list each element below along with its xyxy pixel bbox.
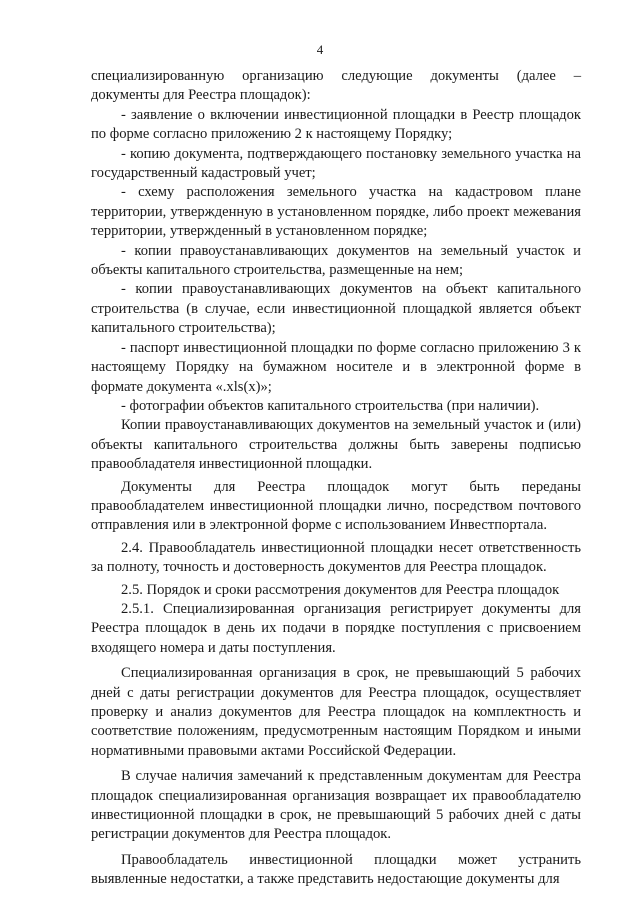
section-2-5-1: 2.5.1. Специализированная организация регистрирует документы для Реестра площадок в день их подачи в порядке поступления с присвоением входящего номера и даты поступления. [91, 600, 581, 656]
list-item-land-scheme: - схему расположения земельного участка на кадастровом плане территории, утвержденную в установленном порядке, либо проект межевания территории, утвержденный в установленном порядке; [91, 184, 581, 240]
paragraph-remarks: В случае наличия замечаний к представленным документам для Реестра площадок специализированная организация возвращает их правообладателю инвестиционной площадки в срок, не превышающий 5 рабочих дней с даты регистрации документов для Реестра площадок. [91, 768, 581, 843]
paragraph-submission: Документы для Реестра площадок могут быть переданы правообладателем инвестиционной площадки лично, посредством почтового отправления или в электронной форме с использованием Инвестпортала. [91, 478, 581, 534]
list-item-site-passport: - паспорт инвестиционной площадки по форме согласно приложению 3 к настоящему Порядку на бумажном носителе и в электронной форме в формате документа «.xls(x)»; [91, 339, 581, 395]
page-number: 4 [316, 42, 324, 57]
section-2-5-heading: 2.5. Порядок и сроки рассмотрения документов для Реестра площадок [121, 581, 560, 598]
section-2-4: 2.4. Правообладатель инвестиционной площадки несет ответственность за полноту, точность и достоверность документов для Реестра площадок. [91, 539, 581, 576]
list-item-title-documents-building: - копии правоустанавливающих документов на объект капитального строительства (в случае, если инвестиционной площадкой является объект капитального строительства); [91, 281, 581, 337]
paragraph-certification: Копии правоустанавливающих документов на земельный участок и (или) объекты капитального строительства должны быть заверены подписью правообладателя инвестиционной площадки. [91, 417, 581, 473]
document-body [91, 67, 581, 890]
paragraph-intro: специализированную организацию следующие документы (далее – документы для Реестра площадок): [91, 68, 581, 104]
list-item-application: - заявление о включении инвестиционной площадки в Реестр площадок по форме согласно приложению 2 к настоящему Порядку; [91, 106, 581, 143]
list-item-title-documents-land: - копии правоустанавливающих документов на земельный участок и объекты капитального строительства, размещенные на нем; [91, 242, 581, 279]
list-item-cadastral-copy: - копию документа, подтверждающего постановку земельного участка на государственный кадастровый учет; [91, 145, 581, 182]
paragraph-review: Специализированная организация в срок, не превышающий 5 рабочих дней с даты регистрации документов для Реестра площадок, осуществляет проверку и анализ документов для Реестра площадок на комплектность и соответствие положениям, предусмотренным настоящим Порядком и иными нормативными правовыми актами Российской Федерации. [91, 665, 581, 759]
list-item-photos: - фотографии объектов капитального строительства (при наличии). [121, 397, 540, 414]
paragraph-corrections: Правообладатель инвестиционной площадки может устранить выявленные недостатки, а также представить недостающие документы для [91, 851, 581, 888]
